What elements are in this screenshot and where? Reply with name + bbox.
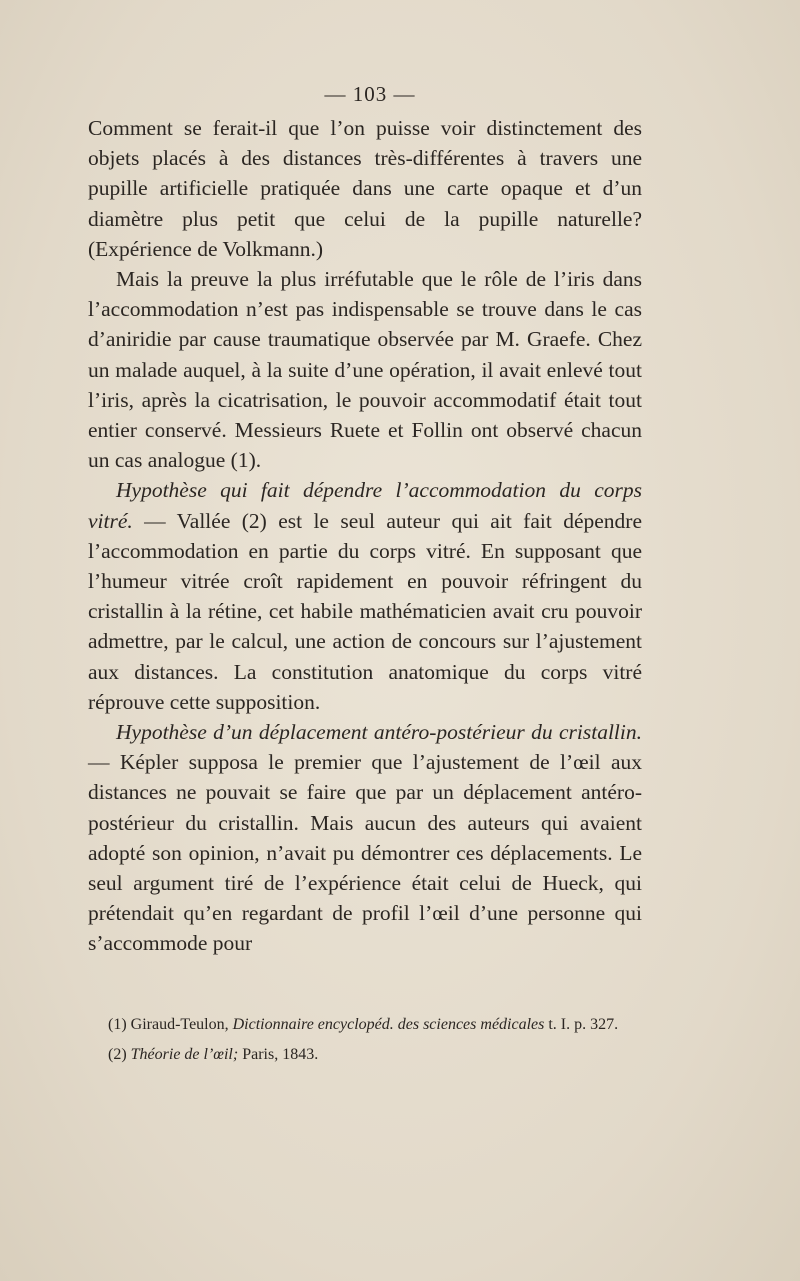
footnote-1-author: (1) Giraud-Teulon,: [108, 1016, 233, 1033]
footnote-2-mark: (2): [108, 1046, 131, 1063]
paragraph-cristallin: [88, 717, 642, 959]
footnote-1: [88, 1012, 642, 1038]
footnote-2-ref: Paris, 1843.: [238, 1046, 319, 1063]
main-text: [88, 113, 642, 959]
footnote-1-title: Dictionnaire encyclopéd. des sciences médicales: [232, 1016, 545, 1033]
footnote-2: [88, 1042, 642, 1068]
page-number: — 103 —: [324, 82, 416, 106]
footnote-2-title: Théorie de l’œil;: [130, 1046, 239, 1063]
paragraph-cristallin-text: — Képler supposa le premier que l’ajustement de l’œil aux distances ne pouvait se faire que par un déplacement antéro-postérieur du cristallin. Mais aucun des auteurs qui avaient adopté son opinion, n’avait pu démontrer ces déplacements. Le seul argument tiré de l’expérience était celui de Hueck, qui prétendait qu’en regardant de profil l’œil d’une personne qui s’accommode pour: [88, 750, 642, 956]
footnote-1-ref: t. I. p. 327.: [544, 1016, 619, 1033]
paragraph-corps-vitre-text: — Vallée (2) est le seul auteur qui ait fait dépendre l’accommodation en partie du corps vitré. En supposant que l’humeur vitrée croît rapidement en pouvoir réfringent du cristallin à la rétine, cet habile mathématicien avait cru pouvoir admettre, par le calcul, une action de concours sur l’ajustement aux distances. La constitution anatomique du corps vitré réprouve cette supposition.: [88, 508, 642, 714]
paragraph-corps-vitre: [88, 475, 642, 717]
paragraph-volkmann: Comment se ferait-il que l’on puisse voir distinctement des objets placés à des distances très-différentes à travers une pupille artificielle pratiquée dans une carte opaque et d’un diamètre plus petit que celui de la pupille naturelle? (Expérience de Volkmann.): [88, 116, 642, 261]
footnotes: [88, 1012, 642, 1068]
section-heading-corps-vitre: Hypothèse qui fait dépendre l’accommodation du corps vitré.: [88, 478, 642, 533]
paragraph-aniridie: Mais la preuve la plus irréfutable que le rôle de l’iris dans l’accommodation n’est pas indispensable se trouve dans le cas d’aniridie par cause traumatique observée par M. Graefe. Chez un malade auquel, à la suite d’une opération, il avait enlevé tout l’iris, après la cicatrisation, le pouvoir accommodatif était tout entier conservé. Messieurs Ruete et Follin ont observé chacun un cas analogue (1).: [88, 267, 642, 473]
section-heading-cristallin: Hypothèse d’un déplacement antéro-postérieur du cristallin.: [116, 720, 642, 745]
